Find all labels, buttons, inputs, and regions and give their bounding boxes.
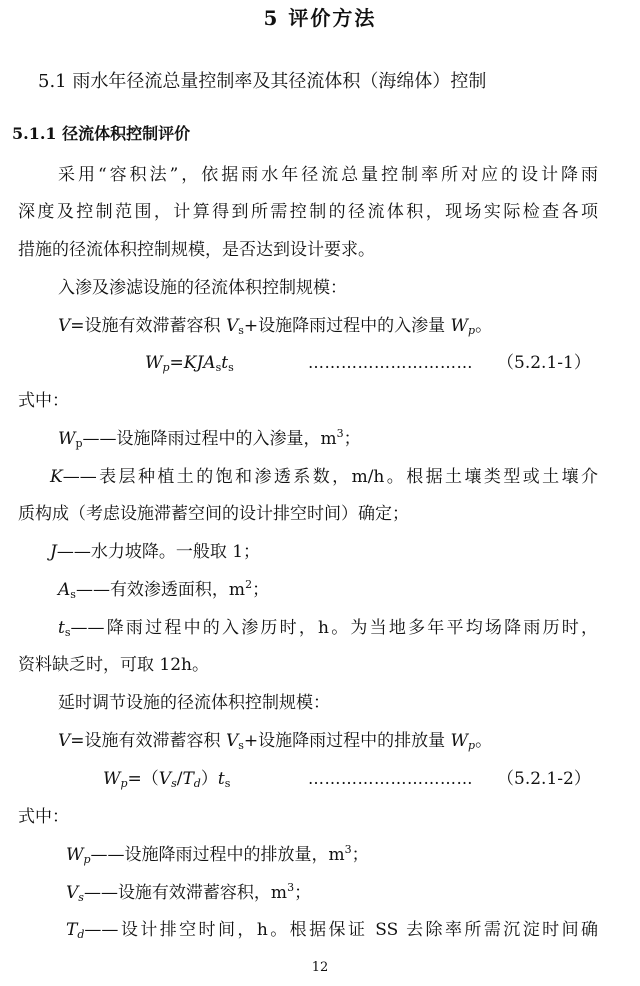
- definition-wp: $W_p——$设施降雨过程中的排放量，$m^3$；: [66, 843, 369, 866]
- paragraph-line: 深度及控制范围，计算得到所需控制的径流体积，现场实际检查各项: [18, 202, 598, 222]
- infiltration-heading: 入渗及渗滤设施的径流体积控制规模：: [58, 278, 347, 298]
- equation-number: （5.2.1-1）: [497, 353, 591, 373]
- paragraph-line: 措施的径流体积控制规模，是否达到设计要求。: [18, 240, 375, 260]
- where-label: 式中：: [18, 391, 69, 411]
- formula-5-2-1-1: $W_p=KJA_st_s$: [145, 353, 234, 374]
- detention-volume-equation: V=设施有效滞蓄容积 $V_s+$设施降雨过程中的排放量 $W_p$。: [58, 731, 493, 752]
- where-label: 式中：: [18, 807, 69, 827]
- definition-wp: $W_p——$设施降雨过程中的入渗量，$m^3$；: [58, 427, 361, 450]
- formula-5-2-1-2: $W_p=(V_s/T_d)t_s$: [103, 769, 231, 790]
- leader-dots: …………………………: [308, 769, 473, 788]
- definition-as: $A_s——$有效渗透面积，$m^2$；: [58, 578, 270, 601]
- section-heading: 5.1 雨水年径流总量控制率及其径流体积（海绵体）控制: [38, 71, 487, 92]
- leader-dots: …………………………: [308, 353, 473, 372]
- definition-td: $T_d——$设计排空时间，h。根据保证 SS 去除率所需沉淀时间确: [66, 920, 598, 941]
- paragraph-line: 采用“容积法”，依据雨水年径流总量控制率所对应的设计降雨: [58, 165, 598, 185]
- definition-k: K——表层种植土的饱和渗透系数，m/h。根据土壤类型或土壤介: [50, 467, 598, 487]
- page-number: 12: [311, 960, 329, 975]
- definition-vs: $V_s——$设施有效滞蓄容积，$m^3$；: [66, 881, 312, 904]
- definition-j: J——水力坡降。一般取 1；: [50, 542, 261, 562]
- equation-number: （5.2.1-2）: [497, 769, 591, 789]
- subsection-heading: 5.1.1 径流体积控制评价: [12, 124, 191, 143]
- chapter-title: 5 评价方法: [263, 6, 377, 30]
- definition-ts: $t_s——$降雨过程中的入渗历时，h。为当地多年平均场降雨历时，: [58, 618, 598, 639]
- infiltration-volume-equation: V=设施有效滞蓄容积 $V_s+$设施降雨过程中的入渗量 $W_p$。: [58, 316, 493, 337]
- definition-ts-continued: 资料缺乏时，可取 12h。: [18, 655, 209, 675]
- definition-k-continued: 质构成（考虑设施滞蓄空间的设计排空时间）确定；: [18, 504, 409, 524]
- detention-heading: 延时调节设施的径流体积控制规模：: [58, 693, 330, 713]
